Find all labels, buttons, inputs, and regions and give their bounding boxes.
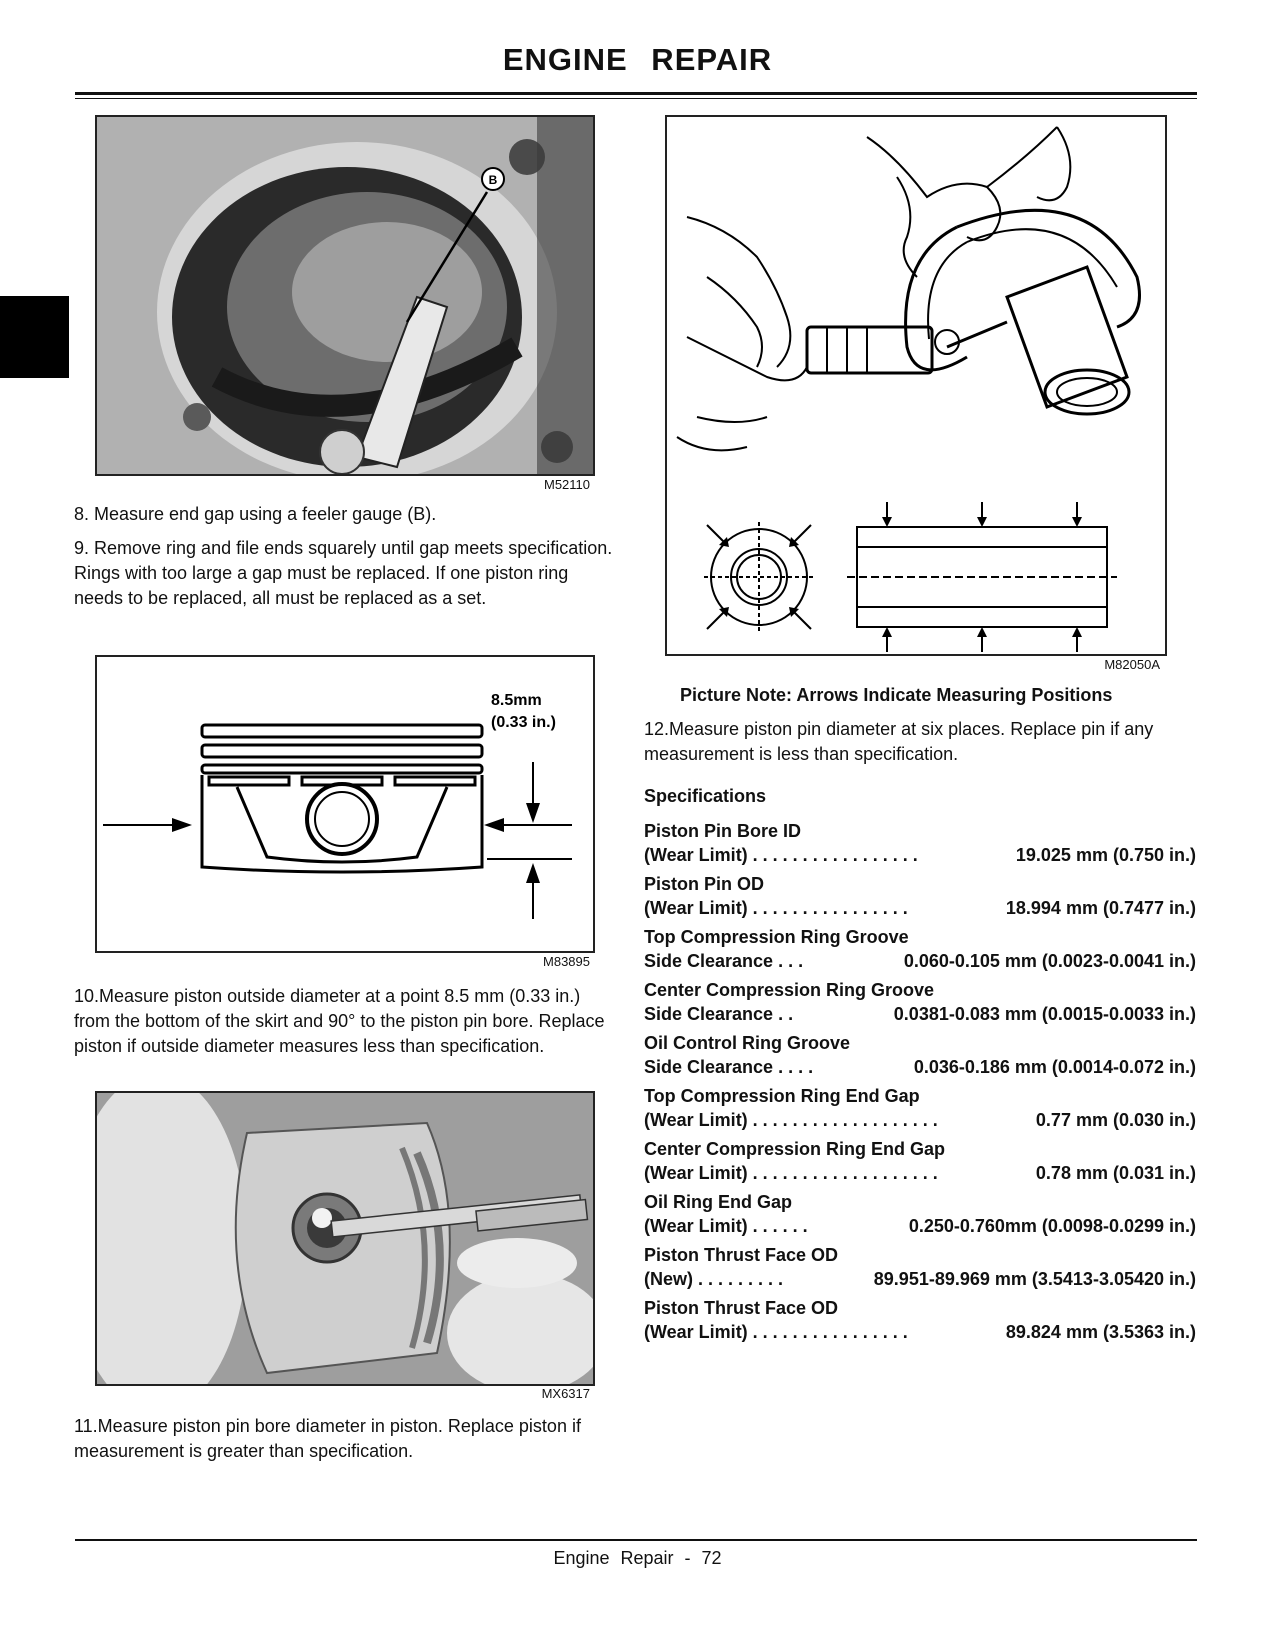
- spec-value: 18.994 mm (0.7477 in.): [1005, 898, 1196, 918]
- piston-bore-photo-illustration: [97, 1093, 593, 1384]
- figure-piston-bore-measurement: [95, 1091, 595, 1386]
- spec-label: (Wear Limit) . . . . . . . . . . . . . . . .: [644, 898, 908, 918]
- spec-label: Side Clearance . . . .: [644, 1057, 814, 1077]
- spec-label: (Wear Limit) . . . . . . . . . . . . . . . . . . .: [644, 1163, 938, 1183]
- spec-item: [644, 1296, 1196, 1349]
- spec-item: [644, 1190, 1196, 1243]
- spec-value: 0.0381-0.083 mm (0.0015-0.0033 in.): [893, 1004, 1196, 1024]
- cylinder-photo-illustration: [97, 117, 593, 474]
- figure-caption: M52110: [543, 477, 590, 492]
- spec-value: 0.78 mm (0.031 in.): [1035, 1163, 1196, 1183]
- spec-name: Piston Pin Bore ID: [644, 821, 802, 841]
- spec-name: Top Compression Ring Groove: [644, 927, 909, 947]
- header-rule: [75, 92, 1197, 95]
- header-rule-thin: [75, 98, 1197, 99]
- micrometer-line-illustration: [667, 117, 1165, 654]
- spec-name: Oil Control Ring Groove: [644, 1033, 850, 1053]
- step-9-text: 9. Remove ring and file ends squarely until gap meets specification. Rings with too large a gap must be replaced. If one piston ring needs to be replaced, all must be replaced as a set.: [74, 538, 613, 608]
- piston-diagram: [97, 657, 593, 951]
- page-footer: Engine Repair - 72: [553, 1548, 722, 1568]
- spec-name: Top Compression Ring End Gap: [644, 1086, 920, 1106]
- step-10-text: 10.Measure piston outside diameter at a point 8.5 mm (0.33 in.) from the bottom of the skirt and 90° to the piston pin bore. Replace piston if outside diameter measures less than specification.: [74, 986, 605, 1056]
- spec-name: Center Compression Ring End Gap: [644, 1139, 946, 1159]
- dimension-value: 8.5mm: [491, 692, 542, 709]
- spec-value: 0.250-0.760mm (0.0098-0.0299 in.): [908, 1216, 1196, 1236]
- figure-micrometer-pin: [665, 115, 1167, 656]
- dimension-inches: (0.33 in.): [491, 714, 556, 731]
- figure-caption: M82050A: [1104, 657, 1160, 672]
- page-title: ENGINE REPAIR: [502, 42, 773, 77]
- specifications-list: [644, 819, 1196, 1349]
- spec-value: 0.060-0.105 mm (0.0023-0.0041 in.): [903, 951, 1196, 971]
- spec-value: 0.77 mm (0.030 in.): [1035, 1110, 1196, 1130]
- figure-piston-diagram: [95, 655, 595, 953]
- spec-item: [644, 1137, 1196, 1190]
- spec-name: Center Compression Ring Groove: [644, 980, 935, 1000]
- step-12-text: 12.Measure piston pin diameter at six places. Replace pin if any measurement is less than specification.: [644, 719, 1154, 764]
- figure-cylinder-feeler-gauge: [95, 115, 595, 476]
- spec-item: [644, 1031, 1196, 1084]
- spec-label: (Wear Limit) . . . . . . . . . . . . . . . . .: [644, 845, 918, 865]
- spec-name: Piston Pin OD: [644, 874, 765, 894]
- figure-caption: M83895: [543, 954, 590, 969]
- spec-label: (New) . . . . . . . . .: [644, 1269, 784, 1289]
- footer-rule: [75, 1539, 1197, 1541]
- spec-name: Piston Thrust Face OD: [644, 1245, 839, 1265]
- spec-item: [644, 1084, 1196, 1137]
- spec-label: (Wear Limit) . . . . . . . . . . . . . . . .: [644, 1322, 908, 1342]
- step-8-text: 8. Measure end gap using a feeler gauge (B).: [74, 504, 437, 524]
- step-11-text: 11.Measure piston pin bore diameter in piston. Replace piston if measurement is greater than specification.: [74, 1416, 581, 1461]
- picture-note: Picture Note: Arrows Indicate Measuring Positions: [680, 685, 1113, 705]
- specifications-heading: Specifications: [644, 786, 767, 806]
- callout-b: B: [488, 173, 498, 187]
- spec-label: Side Clearance . . .: [644, 951, 804, 971]
- figure-caption: MX6317: [541, 1386, 590, 1401]
- spec-item: [644, 925, 1196, 978]
- spec-name: Piston Thrust Face OD: [644, 1298, 839, 1318]
- spec-value: 89.951-89.969 mm (3.5413-3.05420 in.): [873, 1269, 1196, 1289]
- spec-name: Oil Ring End Gap: [644, 1192, 792, 1212]
- spec-item: [644, 978, 1196, 1031]
- spec-value: 89.824 mm (3.5363 in.): [1005, 1322, 1196, 1342]
- spec-value: 0.036-0.186 mm (0.0014-0.072 in.): [913, 1057, 1196, 1077]
- spec-value: 19.025 mm (0.750 in.): [1015, 845, 1196, 865]
- spec-item: [644, 819, 1196, 872]
- section-tab-marker: [0, 296, 69, 378]
- spec-item: [644, 872, 1196, 925]
- spec-label: (Wear Limit) . . . . . . . . . . . . . . . . . . .: [644, 1110, 938, 1130]
- spec-item: [644, 1243, 1196, 1296]
- spec-label: Side Clearance . .: [644, 1004, 794, 1024]
- spec-label: (Wear Limit) . . . . . .: [644, 1216, 808, 1236]
